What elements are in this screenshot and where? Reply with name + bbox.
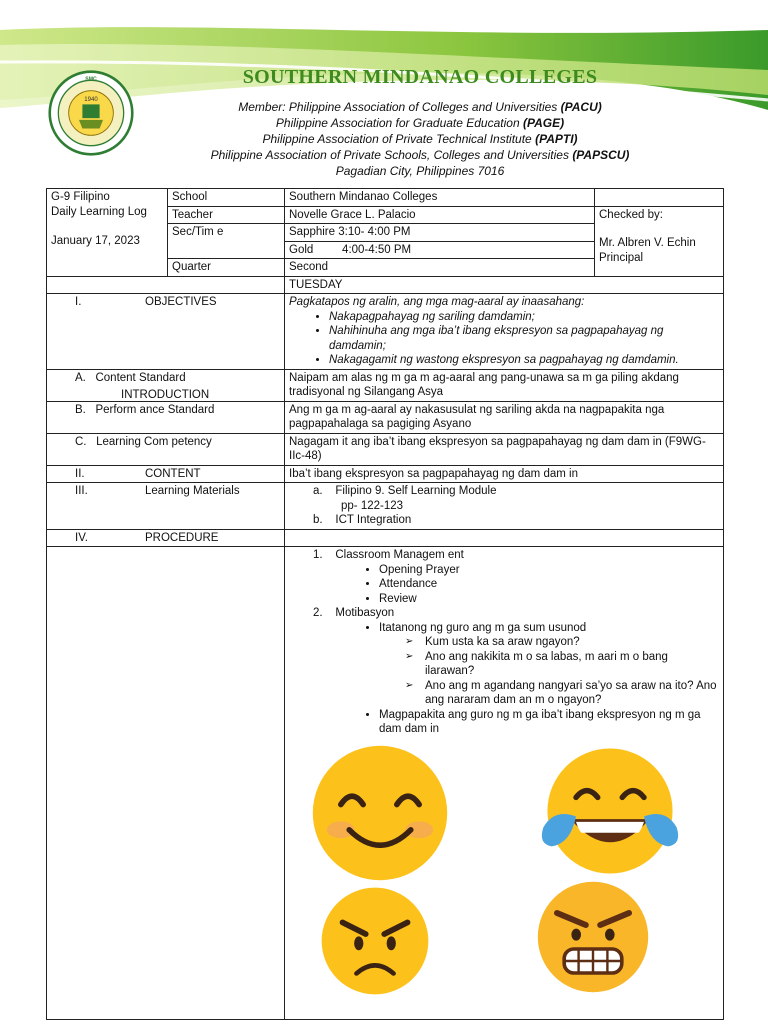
content-label-cell: II. CONTENT	[47, 465, 285, 483]
section-sapphire: Sapphire 3:10- 4:00 PM	[285, 224, 594, 242]
step-item: • Review	[379, 592, 719, 607]
checked-by-label: Checked by:	[599, 208, 663, 221]
smiling-face-icon	[307, 743, 453, 883]
membership-line-3: Philippine Association of Private Technical Institute (PAPTI)	[262, 132, 578, 146]
procedure-label-cell: IV. PROCEDURE	[47, 529, 285, 547]
show-emotions-item: • Magpapakita ang guro ng m ga iba’t ibang ekspresyon ng m ga dam dam in	[379, 708, 719, 737]
objectives-number: I.	[75, 296, 82, 308]
competency-text: Nagagam it ang iba’t ibang ekspresyon sa pagpapahayag ng dam dam in (F9WG-IIc-48)	[285, 433, 724, 465]
checker-title: Principal	[599, 251, 644, 264]
objective-item: • Nahihinuha ang mga iba’t ibang ekspresyon sa pagpapahayag ng damdamin;	[329, 324, 719, 353]
log-info-cell	[47, 189, 168, 277]
materials-content: a. Filipino 9. Self Learning Module pp- 122-123 b. ICT Integration	[285, 483, 724, 530]
introduction-content: 1. Classroom Managem ent • Opening Prayer • Attendance • Review 2. Motibasyon • Itatanong ng guro ang m ga sum usunod ➢ Kum usta ka sa araw ngayon? ➢ Ano ang nakikita m o sa labas, m aari m o bang ilarawan? ➢ Ano ang m agandang nangyari sa’yo sa araw na ito? Ano ang nararam dam an m o ngayon? • Magpapakita ang guro ng m ga iba’t ibang ekspresyon ng m ga dam dam in	[285, 547, 724, 1020]
membership-line-2: Philippine Association for Graduate Education (PAGE)	[275, 116, 565, 130]
quarter-label: Quarter	[168, 259, 285, 277]
question-item: ➢ Ano ang nakikita m o sa labas, m aari m o bang ilarawan?	[405, 650, 719, 679]
grimacing-angry-face-icon	[533, 875, 653, 999]
quarter-value: Second	[285, 259, 595, 277]
checker-name: Mr. Albren V. Echin	[599, 237, 696, 249]
introduction-label: INTRODUCTION	[121, 389, 210, 401]
materials-label-cell: III. Learning Materials	[47, 483, 285, 530]
angry-face-icon	[317, 883, 433, 999]
objective-item: • Nakapagpahayag ng sariling damdamin;	[329, 310, 719, 325]
content-standard-label: Content Standard	[95, 371, 186, 384]
competency-label: Learning Com petency	[96, 435, 212, 448]
membership-line-4: Philippine Association of Private Schools, Colleges and Universities (PAPSCU)	[210, 148, 630, 162]
objectives-label: OBJECTIVES	[145, 296, 217, 308]
content-standard-text: Naipam am alas ng m ga m ag-aaral ang pang-unawa sa m ga piling akdang tradisyonal ng Silangang Asya	[285, 369, 724, 401]
teacher-value: Novelle Grace L. Palacio	[285, 206, 595, 224]
material-item: Filipino 9. Self Learning Module	[335, 485, 497, 497]
tears-of-joy-icon	[535, 743, 685, 879]
svg-text:SMC: SMC	[85, 76, 97, 83]
objectives-label-cell	[47, 294, 285, 370]
blank-cell	[595, 189, 724, 207]
question-intro: • Itatanong ng guro ang m ga sum usunod	[379, 621, 719, 636]
day-label: TUESDAY	[285, 276, 724, 294]
sectime-value	[285, 224, 595, 259]
performance-standard-text: Ang m ga m ag-aaral ay nakasusulat ng sariling akda na nagpapakita nga pagpapahalaga sa pagiging Asyano	[285, 401, 724, 433]
objective-item: • Nakagagamit ng wastong ekspresyon sa pagpahayag ng damdamin.	[329, 353, 719, 368]
checked-by-cell	[595, 206, 724, 276]
step-motibasyon: Motibasyon	[335, 607, 395, 619]
emotion-emojis	[289, 743, 719, 1008]
procedure-label: PROCEDURE	[145, 531, 219, 544]
content-standard-label-cell: A. Content Standard	[47, 369, 285, 401]
letterhead	[140, 66, 700, 179]
material-pages: pp- 122-123	[341, 499, 404, 512]
college-seal-logo	[48, 70, 134, 156]
school-value: Southern Mindanao Colleges	[285, 189, 595, 207]
daily-learning-log-table	[46, 188, 724, 1020]
competency-label-cell: C. Learning Com petency	[47, 433, 285, 465]
address-line: Pagadian City, Philippines 7016	[335, 164, 505, 178]
objectives-content	[285, 294, 724, 370]
objectives-intro: Pagkatapos ng aralin, ang mga mag-aaral ay inaasahang:	[289, 296, 585, 308]
content-label: CONTENT	[145, 467, 201, 480]
material-item: ICT Integration	[335, 514, 412, 526]
sectime-label: Sec/Tim e	[168, 224, 285, 259]
content-text: Iba’t ibang ekspresyon sa pagpapahayag ng dam dam in	[285, 465, 724, 483]
question-item: ➢ Kum usta ka sa araw ngayon?	[405, 635, 719, 650]
blank-cell	[285, 529, 724, 547]
log-date: January 17, 2023	[51, 234, 140, 247]
question-item: ➢ Ano ang m agandang nangyari sa’yo sa araw na ito? Ano ang nararam dam an m o ngayon?	[405, 679, 719, 708]
performance-standard-label: Perform ance Standard	[95, 403, 215, 416]
materials-label: Learning Materials	[145, 485, 240, 497]
performance-standard-label-cell: B. Perform ance Standard	[47, 401, 285, 433]
step-classroom-management: Classroom Managem ent	[335, 549, 464, 561]
step-item: • Attendance	[379, 577, 719, 592]
step-item: • Opening Prayer	[379, 563, 719, 578]
college-name: SOUTHERN MINDANAO COLLEGES	[242, 66, 598, 88]
school-label: School	[168, 189, 285, 207]
subject: G-9 Filipino	[51, 191, 110, 203]
log-title: Daily Learning Log	[51, 205, 147, 218]
membership-line-1: Member: Philippine Association of Colleges and Universities (PACU)	[238, 100, 602, 114]
teacher-label: Teacher	[168, 206, 285, 224]
section-gold: Gold 4:00-4:50 PM	[289, 243, 412, 256]
blank-cell	[47, 276, 285, 294]
seal-year: 1940	[84, 96, 98, 103]
